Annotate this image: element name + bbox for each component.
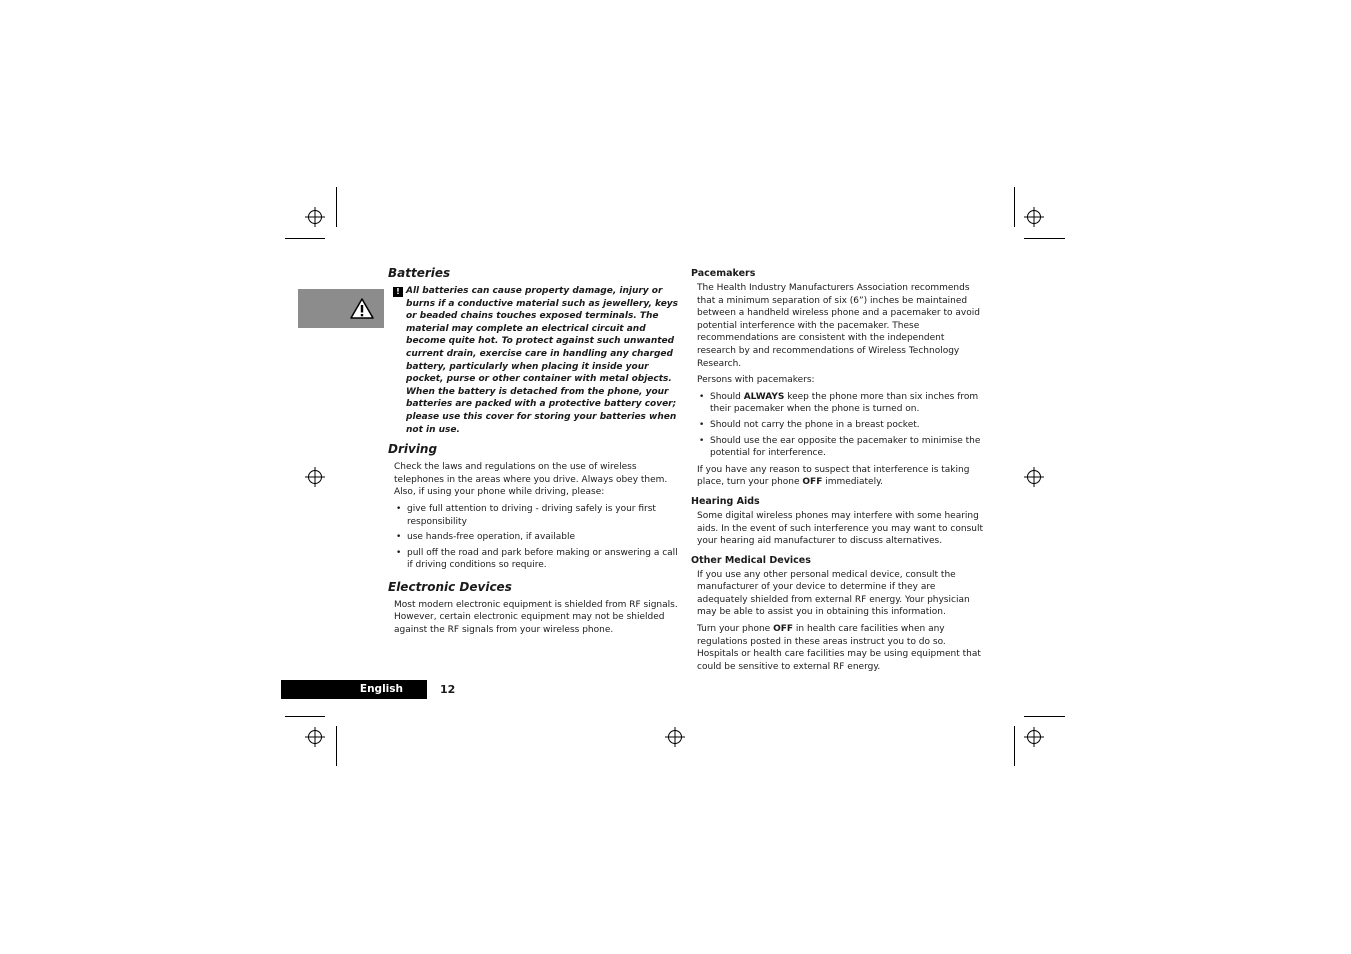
right-column	[691, 267, 983, 677]
registration-mark-icon	[665, 727, 685, 747]
pacemakers-heading: Pacemakers	[691, 268, 756, 279]
other-medical-turn-off	[697, 623, 983, 673]
crop-mark	[1024, 716, 1065, 717]
footer-language-bar: English	[281, 680, 427, 699]
hearing-heading: Hearing Aids	[691, 495, 760, 507]
pacemakers-list	[697, 391, 983, 460]
batteries-warning-text: All batteries can cause property damage, injury or burns if a conductive material such as jewellery, keys or beaded chains touches exposed terminals. The material may complete an electrical circuit and become quite hot. To protect against such unwanted current drain, exercise care in handling any charged battery, particularly when placing it inside your pocket, purse or other container with metal objects. When the battery is detached from the phone, your batteries are packed with a protective battery cover; please use this cover for storing your batteries when not in use.	[406, 286, 679, 435]
crop-mark	[336, 187, 337, 227]
list-item: • use hands-free operation, if available	[394, 531, 680, 544]
batteries-warning	[396, 285, 680, 436]
registration-mark-icon	[305, 207, 325, 227]
emphasis-always: ALWAYS	[743, 391, 785, 402]
pacemakers-persons: Persons with pacemakers:	[697, 375, 815, 386]
driving-heading: Driving	[388, 442, 438, 457]
page-number: 12	[440, 683, 456, 696]
warning-triangle-icon	[350, 298, 374, 319]
paragraph-text: If you have any reason to suspect that interference is taking place, turn your phone	[697, 464, 970, 488]
registration-mark-icon	[1024, 467, 1044, 487]
list-item: • Should not carry the phone in a breast pocket.	[697, 419, 983, 432]
list-item: • Should use the ear opposite the pacemaker to minimise the potential for interference.	[697, 435, 983, 460]
paragraph-text: Turn your phone	[697, 624, 774, 635]
exclamation-icon: !	[393, 287, 403, 297]
warning-tab	[298, 289, 384, 328]
batteries-heading: Batteries	[388, 266, 451, 280]
registration-mark-icon	[1024, 727, 1044, 747]
crop-mark	[1024, 238, 1065, 239]
pacemakers-body: The Health Industry Manufacturers Association recommends that a minimum separation of six (6”) inches be maintained between a handheld wireless phone and a pacemaker to avoid potential interference with the pacemaker. These recommendations are consistent with the independent research by and recommendations of Wireless Technology Research.	[697, 283, 980, 369]
registration-mark-icon	[305, 467, 325, 487]
list-item: • pull off the road and park before making or answering a call if driving conditions so require.	[394, 547, 680, 572]
registration-mark-icon	[1024, 207, 1044, 227]
paragraph-text: in health care facilities when any regulations posted in these areas instruct you to do so. Hospitals or health care facilities may be using equipment that could be sensitive to external RF energy.	[697, 624, 981, 672]
list-item-text: keep the phone more than six inches from their pacemaker when the phone is turned on.	[710, 391, 979, 415]
list-item-text: Should	[710, 391, 744, 402]
crop-mark	[285, 238, 325, 239]
crop-mark	[1014, 187, 1015, 227]
driving-list	[394, 503, 680, 572]
pacemakers-suspect	[697, 464, 983, 489]
paragraph-text: immediately.	[822, 477, 883, 488]
electronic-body: Most modern electronic equipment is shielded from RF signals. However, certain electronic equipment may not be shielded against the RF signals from your wireless phone.	[394, 599, 678, 636]
electronic-heading: Electronic Devices	[388, 579, 512, 594]
registration-mark-icon	[305, 727, 325, 747]
crop-mark	[1014, 726, 1015, 766]
list-item: • give full attention to driving - driving safely is your first responsibility	[394, 503, 680, 528]
left-column	[388, 266, 680, 641]
crop-mark	[285, 716, 325, 717]
crop-mark	[336, 726, 337, 766]
other-medical-body: If you use any other personal medical device, consult the manufacturer of your device to determine if they are adequately shielded from external RF energy. Your physician may be able to assist you in obtaining this information.	[697, 569, 970, 618]
driving-intro: Check the laws and regulations on the use of wireless telephones in the areas where you drive. Always obey them. Also, if using your phone while driving, please:	[394, 462, 668, 498]
hearing-body: Some digital wireless phones may interfere with some hearing aids. In the event of such interference you may want to consult your hearing aid manufacturer to discuss alternatives.	[697, 510, 984, 547]
other-medical-heading: Other Medical Devices	[691, 554, 811, 566]
emphasis-off: OFF	[802, 477, 823, 488]
list-item	[697, 391, 983, 416]
emphasis-off: OFF	[773, 624, 794, 635]
